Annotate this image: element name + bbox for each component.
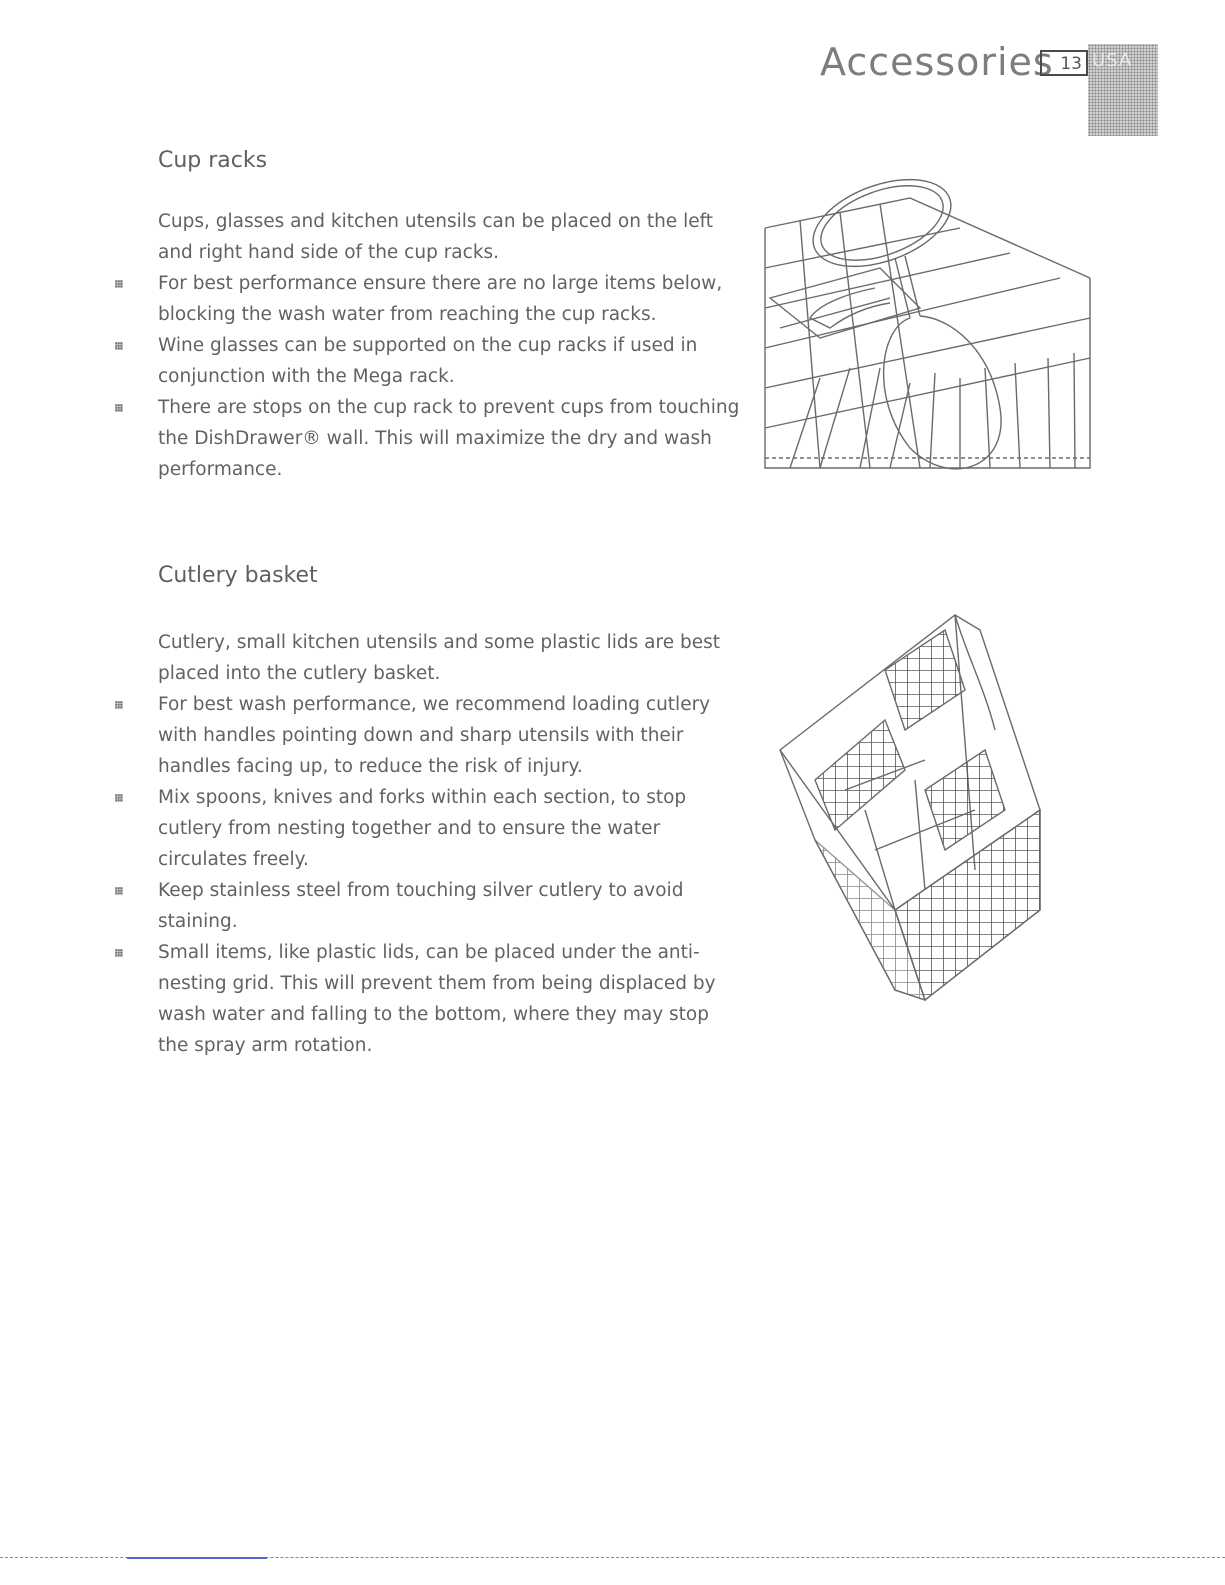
page-title: Accessories xyxy=(820,40,1054,84)
region-tab xyxy=(1088,44,1158,136)
cup-racks-bullet-list xyxy=(158,268,743,485)
cutlery-basket-intro: Cutlery, small kitchen utensils and some plastic lids are best placed into the cutlery basket. xyxy=(158,632,720,684)
footer-accent-rule xyxy=(127,1557,267,1559)
list-item-text: Mix spoons, knives and forks within each section, to stop cutlery from nesting together and to ensure the water circulates freely. xyxy=(158,787,687,870)
cup-racks-intro: Cups, glasses and kitchen utensils can be placed on the left and right hand side of the cup racks. xyxy=(158,211,714,263)
section-heading-cup-racks: Cup racks xyxy=(158,148,268,173)
list-item xyxy=(158,268,743,330)
region-tab-label: USA xyxy=(1092,50,1133,71)
list-item xyxy=(158,937,743,1061)
section-body-cup-racks xyxy=(158,206,743,485)
section-body-cutlery-basket xyxy=(158,627,743,1061)
cutlery-basket-bullet-list xyxy=(158,689,743,1061)
list-item-text: For best wash performance, we recommend loading cutlery with handles pointing down and sharp utensils with their handles facing up, to reduce the risk of injury. xyxy=(158,694,711,777)
list-item-text: Keep stainless steel from touching silver cutlery to avoid staining. xyxy=(158,880,684,932)
list-item xyxy=(158,330,743,392)
list-item xyxy=(158,875,743,937)
bullet-icon xyxy=(115,949,123,957)
cutlery-basket-illustration xyxy=(775,610,1050,1005)
list-item-text: Small items, like plastic lids, can be placed under the anti-nesting grid. This will prevent them from being displaced by wash water and falling to the bottom, where they may stop the spray arm rotation. xyxy=(158,942,716,1056)
list-item-text: For best performance ensure there are no large items below, blocking the wash water from reaching the cup racks. xyxy=(158,273,723,325)
list-item-text: There are stops on the cup rack to prevent cups from touching the DishDrawer® wall. This will maximize the dry and wash performance. xyxy=(158,397,740,480)
list-item xyxy=(158,782,743,875)
bullet-icon xyxy=(115,887,123,895)
bullet-icon xyxy=(115,342,123,350)
list-item xyxy=(158,392,743,485)
bullet-icon xyxy=(115,794,123,802)
bullet-icon xyxy=(115,280,123,288)
cup-rack-with-wine-glass-illustration xyxy=(760,168,1095,480)
page-number-box: 13 xyxy=(1040,50,1088,76)
bullet-icon xyxy=(115,404,123,412)
list-item-text: Wine glasses can be supported on the cup racks if used in conjunction with the Mega rack. xyxy=(158,335,698,387)
section-heading-cutlery-basket: Cutlery basket xyxy=(158,563,318,588)
bullet-icon xyxy=(115,701,123,709)
list-item xyxy=(158,689,743,782)
